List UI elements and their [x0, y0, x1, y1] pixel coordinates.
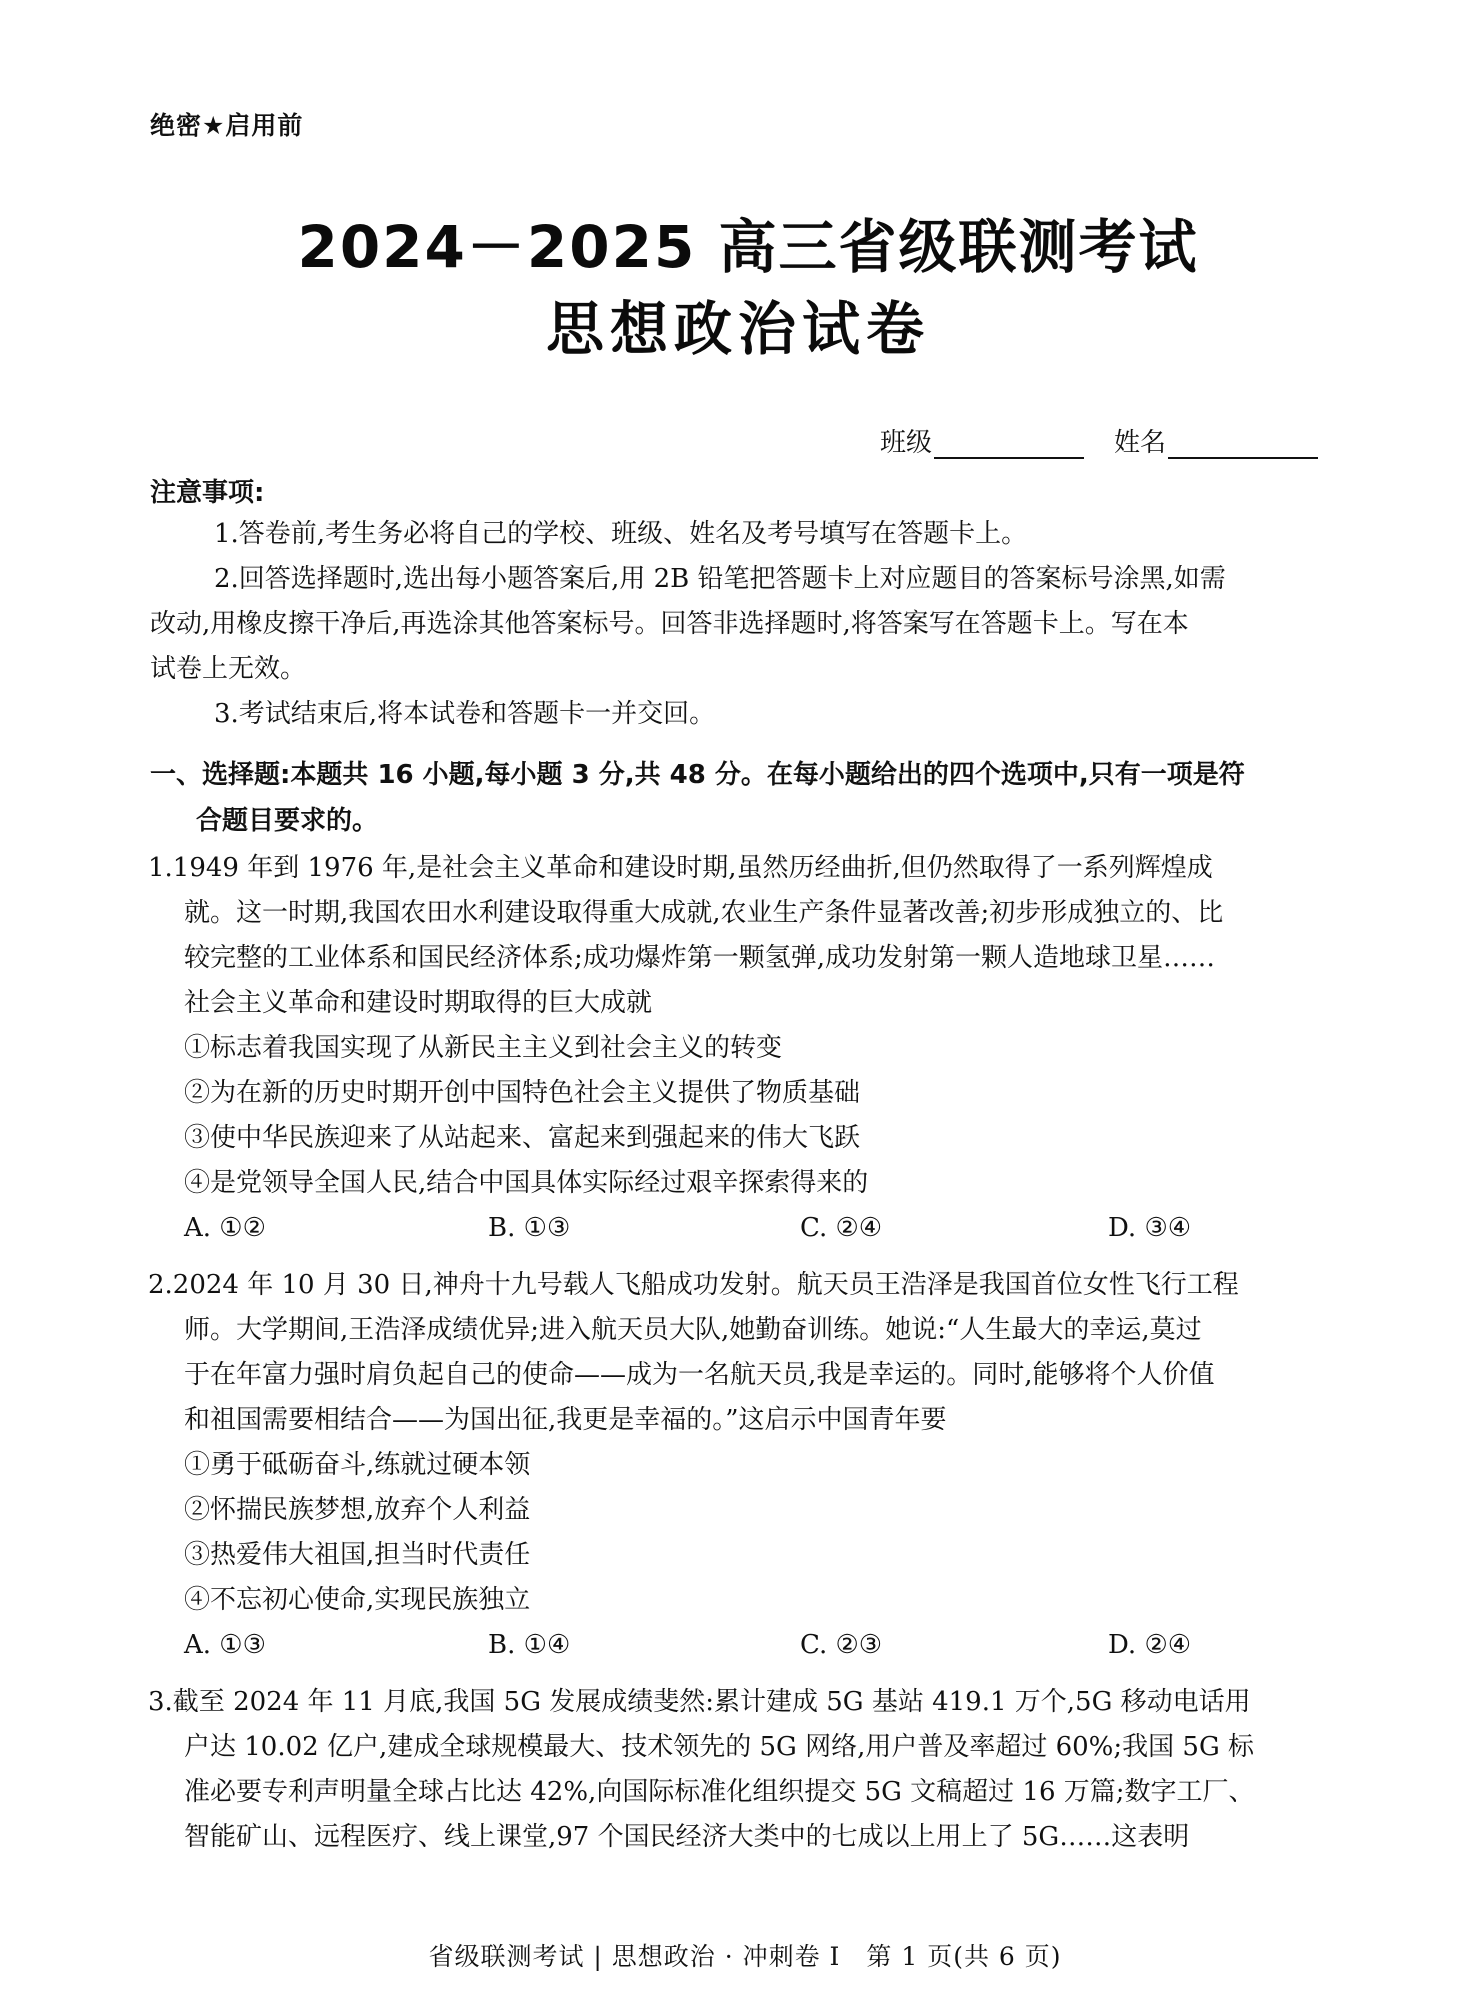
question-2-statement: ④不忘初心使命,实现民族独立 — [184, 1585, 531, 1615]
question-1 — [148, 846, 1384, 1251]
student-info-row — [880, 422, 1318, 459]
question-3-stem-line-2: 户达 10.02 亿户,建成全球规模最大、技术领先的 5G 网络,用户普及率超过 60%;我国 5G 标 — [184, 1732, 1254, 1762]
question-2-statement: ②怀揣民族梦想,放弃个人利益 — [184, 1495, 531, 1525]
question-3-stem-line-4: 智能矿山、远程医疗、线上课堂,97 个国民经济大类中的七成以上用上了 5G……这表明 — [184, 1822, 1190, 1852]
question-1-statement: ②为在新的历史时期开创中国特色社会主义提供了物质基础 — [184, 1078, 861, 1108]
exam-subtitle: 思想政治试卷 — [545, 295, 930, 363]
exam-title: 2024－2025 高三省级联测考试 — [297, 213, 1199, 281]
question-2-statement: ③热爱伟大祖国,担当时代责任 — [184, 1540, 531, 1570]
question-3 — [148, 1680, 1384, 1860]
question-1-stem-line-4: 社会主义革命和建设时期取得的巨大成就 — [184, 988, 653, 1018]
notice-list — [150, 512, 1380, 737]
question-1-statement: ③使中华民族迎来了从站起来、富起来到强起来的伟大飞跃 — [184, 1123, 861, 1153]
name-label: 姓名 — [1114, 428, 1167, 458]
class-label: 班级 — [880, 428, 933, 458]
question-1-stem-line-3: 较完整的工业体系和国民经济体系;成功爆炸第一颗氢弹,成功发射第一颗人造地球卫星…… — [184, 943, 1216, 973]
question-2-option-a[interactable]: A. ①③ — [184, 1630, 266, 1660]
question-2-option-b[interactable]: B. ①④ — [488, 1630, 571, 1660]
section-heading-line-1: 一、选择题:本题共 16 小题,每小题 3 分,共 48 分。在每小题给出的四个选项中,只有一项是符 — [150, 760, 1245, 790]
question-1-option-c[interactable]: C. ②④ — [800, 1213, 883, 1243]
question-2-option-c[interactable]: C. ②③ — [800, 1630, 883, 1660]
question-2-stem-line-3: 于在年富力强时肩负起自己的使命——成为一名航天员,我是幸运的。同时,能够将个人价值 — [184, 1360, 1215, 1390]
question-1-statement: ④是党领导全国人民,结合中国具体实际经过艰辛探索得来的 — [184, 1168, 869, 1198]
question-1-options — [148, 1206, 1384, 1251]
notice-item-2-line-2: 改动,用橡皮擦干净后,再选涂其他答案标号。回答非选择题时,将答案写在答题卡上。写在本 — [150, 609, 1189, 639]
section-heading — [150, 752, 1380, 844]
question-1-option-a[interactable]: A. ①② — [184, 1213, 266, 1243]
question-1-statement: ①标志着我国实现了从新民主主义到社会主义的转变 — [184, 1033, 783, 1063]
page-footer: 省级联测考试 | 思想政治 · 冲刺卷 Ⅰ 第 1 页(共 6 页) — [428, 1942, 1062, 1971]
class-blank — [934, 431, 1084, 459]
notice-title: 注意事项: — [150, 478, 265, 508]
section-heading-line-2: 合题目要求的。 — [196, 806, 379, 836]
notice-item-2-line-1: 2.回答选择题时,选出每小题答案后,用 2B 铅笔把答题卡上对应题目的答案标号涂黑,如需 — [214, 564, 1226, 594]
question-2-stem-line-4: 和祖国需要相结合——为国出征,我更是幸福的。”这启示中国青年要 — [184, 1405, 947, 1435]
name-blank — [1168, 431, 1318, 459]
question-2-statement: ①勇于砥砺奋斗,练就过硬本领 — [184, 1450, 531, 1480]
question-2-options — [148, 1623, 1384, 1668]
question-2 — [148, 1263, 1384, 1668]
notice-item-1: 1.答卷前,考生务必将自己的学校、班级、姓名及考号填写在答题卡上。 — [214, 519, 1028, 549]
question-2-option-d[interactable]: D. ②④ — [1108, 1630, 1192, 1660]
question-2-stem-line-2: 师。大学期间,王浩泽成绩优异;进入航天员大队,她勤奋训练。她说:“人生最大的幸运,莫过 — [184, 1315, 1202, 1345]
question-1-option-d[interactable]: D. ③④ — [1108, 1213, 1192, 1243]
notice-item-2-line-3: 试卷上无效。 — [150, 654, 307, 684]
notice-item-3: 3.考试结束后,将本试卷和答题卡一并交回。 — [214, 699, 716, 729]
question-2-stem-line-1: 2.2024 年 10 月 30 日,神舟十九号载人飞船成功发射。航天员王浩泽是我国首位女性飞行工程 — [148, 1270, 1239, 1300]
question-1-stem-line-1: 1.1949 年到 1976 年,是社会主义革命和建设时期,虽然历经曲折,但仍然取得了一系列辉煌成 — [148, 853, 1213, 883]
question-1-option-b[interactable]: B. ①③ — [488, 1213, 571, 1243]
question-1-stem-line-2: 就。这一时期,我国农田水利建设取得重大成就,农业生产条件显著改善;初步形成独立的、比 — [184, 898, 1224, 928]
question-3-stem-line-1: 3.截至 2024 年 11 月底,我国 5G 发展成绩斐然:累计建成 5G 基站 419.1 万个,5G 移动电话用 — [148, 1687, 1251, 1717]
question-3-stem-line-3: 准必要专利声明量全球占比达 42%,向国际标准化组织提交 5G 文稿超过 16 万篇;数字工厂、 — [184, 1777, 1255, 1807]
secret-mark: 绝密★启用前 — [150, 111, 304, 140]
